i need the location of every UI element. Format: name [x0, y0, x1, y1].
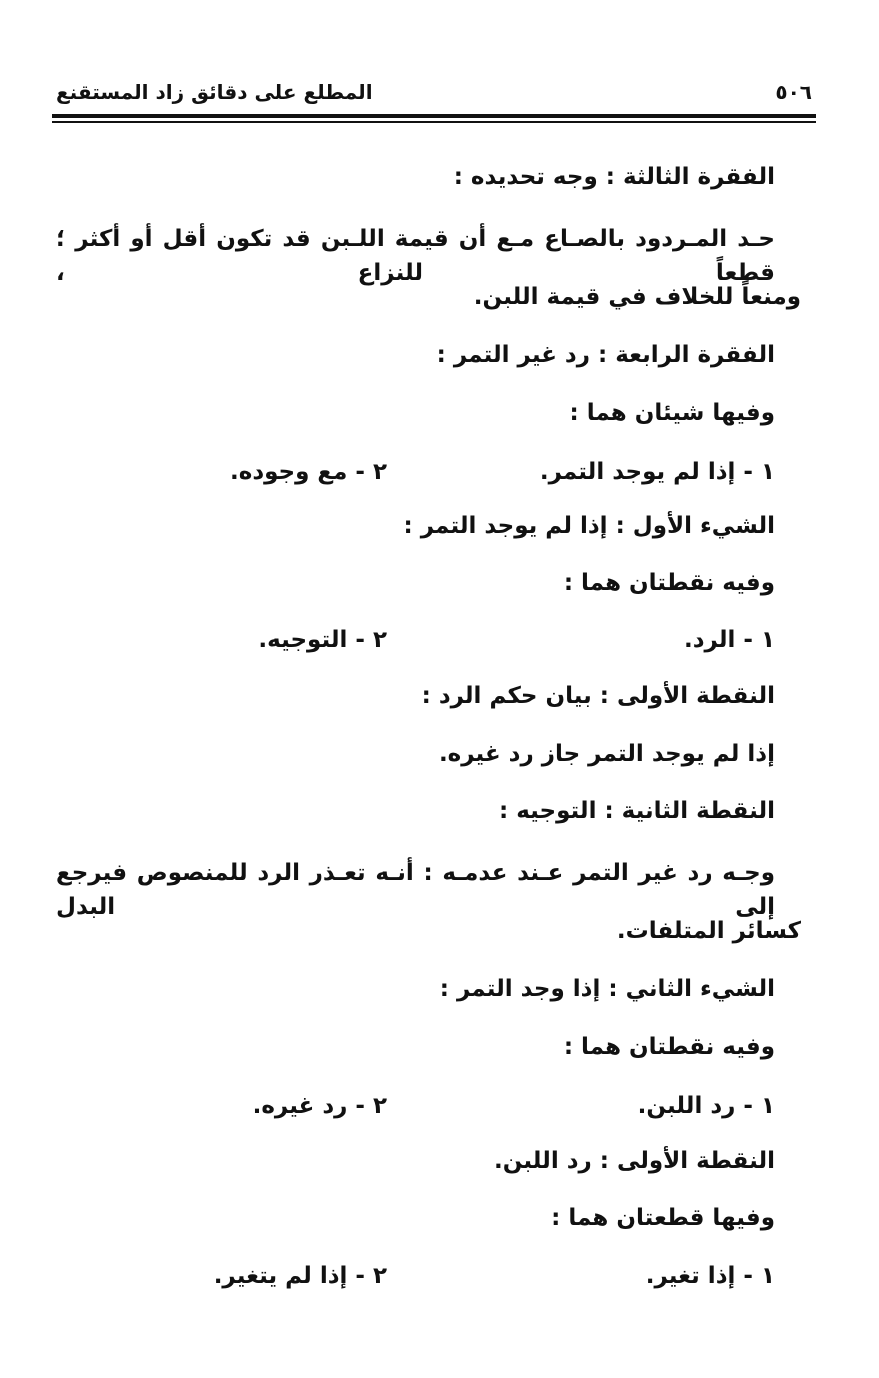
- paragraph-line: حـد المـردود بالصـاع مـع أن قيمة اللـبن قد تكون أقل أو أكثر ؛ قطعاً للنزاع ،: [56, 226, 775, 286]
- section-heading: الشيء الأول : إذا لم يوجد التمر :: [403, 513, 775, 539]
- list-item: ١ - الرد.: [684, 627, 775, 653]
- running-header: [52, 78, 816, 108]
- list-item: ١ - إذا لم يوجد التمر.: [539, 459, 775, 485]
- header-rule-thick: [52, 114, 816, 118]
- list-item: ٢ - رد غيره.: [252, 1093, 387, 1119]
- list-intro: وفيها شيئان هما :: [569, 400, 775, 426]
- paragraph-line: ومنعاً للخلاف في قيمة اللبن.: [473, 284, 801, 310]
- section-heading: الفقرة الرابعة : رد غير التمر :: [436, 342, 775, 368]
- list-intro: وفيه نقطتان هما :: [563, 1034, 775, 1060]
- page-number: ٥٠٦: [775, 80, 812, 104]
- list-item: ١ - رد اللبن.: [637, 1093, 775, 1119]
- list-intro: وفيه نقطتان هما :: [563, 570, 775, 596]
- paragraph-line: وجـه رد غير التمر عـند عدمـه : أنـه تعـذر الرد للمنصوص فيرجع إلى البدل: [56, 860, 775, 920]
- list-item: ١ - إذا تغير.: [645, 1263, 775, 1289]
- list-item: ٢ - التوجيه.: [258, 627, 387, 653]
- paragraph-line: كسائر المتلفات.: [616, 918, 801, 944]
- section-heading: الشيء الثاني : إذا وجد التمر :: [439, 976, 775, 1002]
- section-heading: النقطة الأولى : رد اللبن.: [493, 1148, 775, 1174]
- list-item: ٢ - مع وجوده.: [230, 459, 387, 485]
- section-heading: النقطة الأولى : بيان حكم الرد :: [421, 683, 775, 709]
- header-rule-thin: [52, 121, 816, 123]
- book-title: المطلع على دقائق زاد المستقنع: [56, 80, 373, 104]
- section-heading: النقطة الثانية : التوجيه :: [499, 798, 775, 824]
- list-intro: وفيها قطعتان هما :: [551, 1205, 775, 1231]
- list-item: ٢ - إذا لم يتغير.: [213, 1263, 387, 1289]
- section-heading: الفقرة الثالثة : وجه تحديده :: [453, 164, 775, 190]
- paragraph-line: إذا لم يوجد التمر جاز رد غيره.: [438, 741, 775, 767]
